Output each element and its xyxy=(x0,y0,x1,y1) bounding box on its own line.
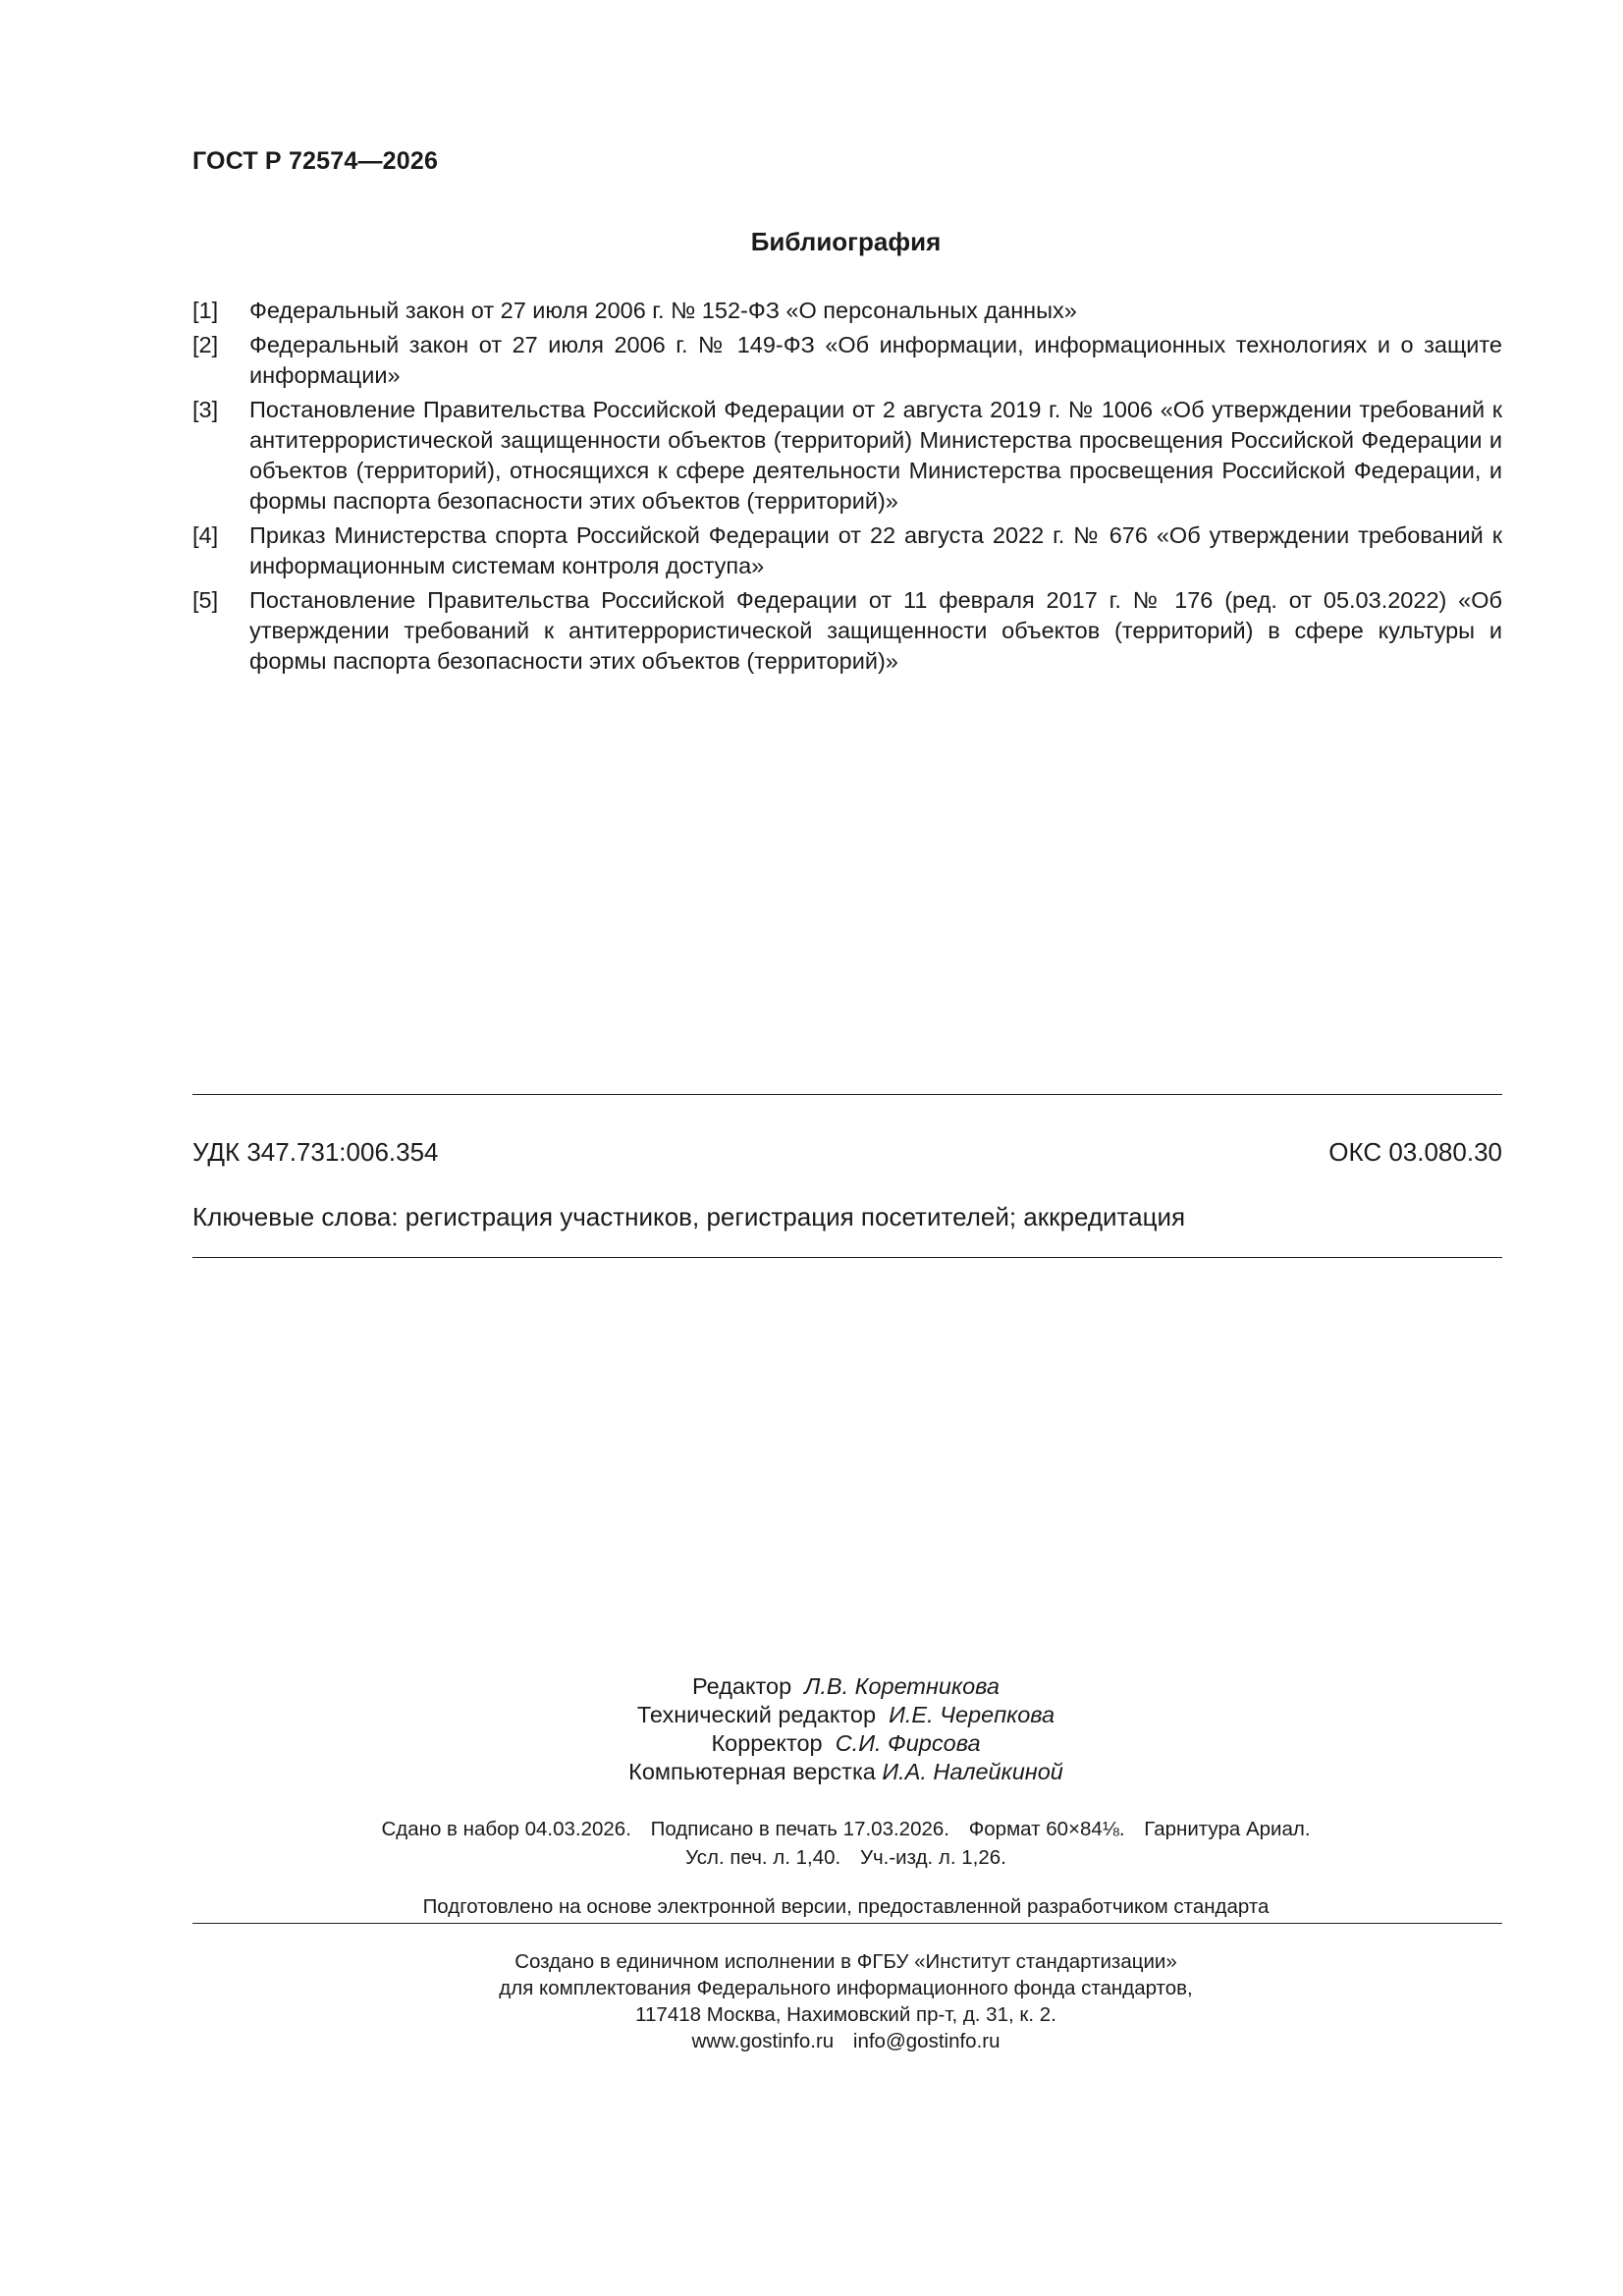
bibliography-item-number: [3] xyxy=(192,397,219,422)
bibliography-item-number: [4] xyxy=(192,522,219,548)
top-divider xyxy=(192,1094,1502,1095)
keywords: Ключевые слова: регистрация участников, регистрация посетителей; аккредитация xyxy=(192,1202,1186,1231)
bibliography-title: Библиография xyxy=(750,227,942,256)
imprint-line-1 xyxy=(0,1815,1623,1843)
editor-name: Л.В. Коретникова xyxy=(804,1673,1000,1699)
paper-format: Формат 60×84⅛. xyxy=(968,1818,1125,1840)
publishing-sheets: Уч.-изд. л. 1,26. xyxy=(859,1846,1006,1869)
proofreader-name: С.И. Фирсова xyxy=(835,1730,981,1756)
publisher-contacts xyxy=(0,2028,1623,2054)
standard-id: ГОСТ Р 72574—2026 xyxy=(192,147,439,175)
bibliography-item-number: [1] xyxy=(192,298,219,323)
bibliography-item-text: Федеральный закон от 27 июля 2006 г. № 149-ФЗ «Об информации, информационных технологиях и о защите информации» xyxy=(249,332,1502,388)
imprint-line-2 xyxy=(0,1843,1623,1872)
bibliography-item-text: Приказ Министерства спорта Российской Федерации от 22 августа 2022 г. № 676 «Об утверждении требований к информационным системам контроля доступа» xyxy=(249,522,1502,578)
bibliography-item xyxy=(192,520,1502,581)
editor-line xyxy=(0,1672,1623,1701)
tech-editor-name: И.Е. Черепкова xyxy=(889,1702,1055,1727)
tech-editor-line xyxy=(0,1701,1623,1729)
tech-editor-label: Технический редактор xyxy=(636,1702,877,1727)
imprint-divider xyxy=(192,1923,1502,1924)
imprint xyxy=(0,1815,1623,1872)
email-link[interactable]: info@gostinfo.ru xyxy=(852,2030,1001,2052)
bibliography-item-text: Постановление Правительства Российской Федерации от 11 февраля 2017 г. № 176 (ред. от 05.03.2022) «Об утверждении требований к антитеррористической защищенности объектов (территорий) в сфере культуры и формы паспорта безопасности этих объектов (территорий)» xyxy=(249,587,1502,674)
publisher-info xyxy=(0,1948,1623,2054)
bibliography-item-text: Постановление Правительства Российской Федерации от 2 августа 2019 г. № 1006 «Об утверждении требований к антитеррористической защищенности объектов (территорий) Министерства просвещения Российской Федерации и объектов (территорий), относящихся к сфере деятельности Министерства просвещения Российской Федерации, и формы паспорта безопасности этих объектов (территорий)» xyxy=(249,397,1502,514)
website-link[interactable]: www.gostinfo.ru xyxy=(691,2030,835,2052)
layout-line xyxy=(0,1758,1623,1786)
bibliography-item-number: [2] xyxy=(192,332,219,357)
bibliography-item-text: Федеральный закон от 27 июля 2006 г. № 152-ФЗ «О персональных данных» xyxy=(249,298,1077,323)
print-sheets: Усл. печ. л. 1,40. xyxy=(685,1846,841,1869)
bibliography-list xyxy=(192,296,1502,681)
bibliography-item-number: [5] xyxy=(192,587,219,613)
publisher-line-1: Создано в единичном исполнении в ФГБУ «Институт стандартизации» xyxy=(514,1950,1177,1973)
publisher-address: 117418 Москва, Нахимовский пр-т, д. 31, к. 2. xyxy=(635,2003,1056,2026)
typeface: Гарнитура Ариал. xyxy=(1144,1818,1311,1840)
bottom-divider xyxy=(192,1257,1502,1258)
bibliography-item xyxy=(192,330,1502,391)
typeset-date: Сдано в набор 04.03.2026. xyxy=(381,1818,631,1840)
proofreader-line xyxy=(0,1729,1623,1758)
prepared-note: Подготовлено на основе электронной версии, предоставленной разработчиком стандарта xyxy=(422,1895,1270,1918)
layout-label: Компьютерная верстка xyxy=(628,1759,876,1784)
editor-label: Редактор xyxy=(692,1673,792,1699)
bibliography-item xyxy=(192,296,1502,326)
staff-credits xyxy=(0,1672,1623,1786)
bibliography-item xyxy=(192,585,1502,677)
bibliography-item xyxy=(192,395,1502,517)
layout-name: И.А. Налейкиной xyxy=(882,1759,1063,1784)
oks-code: ОКС 03.080.30 xyxy=(1328,1137,1502,1167)
publisher-line-2: для комплектования Федерального информационного фонда стандартов, xyxy=(499,1977,1193,1999)
proofreader-label: Корректор xyxy=(711,1730,823,1756)
udk-code: УДК 347.731:006.354 xyxy=(192,1137,439,1167)
signed-date: Подписано в печать 17.03.2026. xyxy=(650,1818,949,1840)
